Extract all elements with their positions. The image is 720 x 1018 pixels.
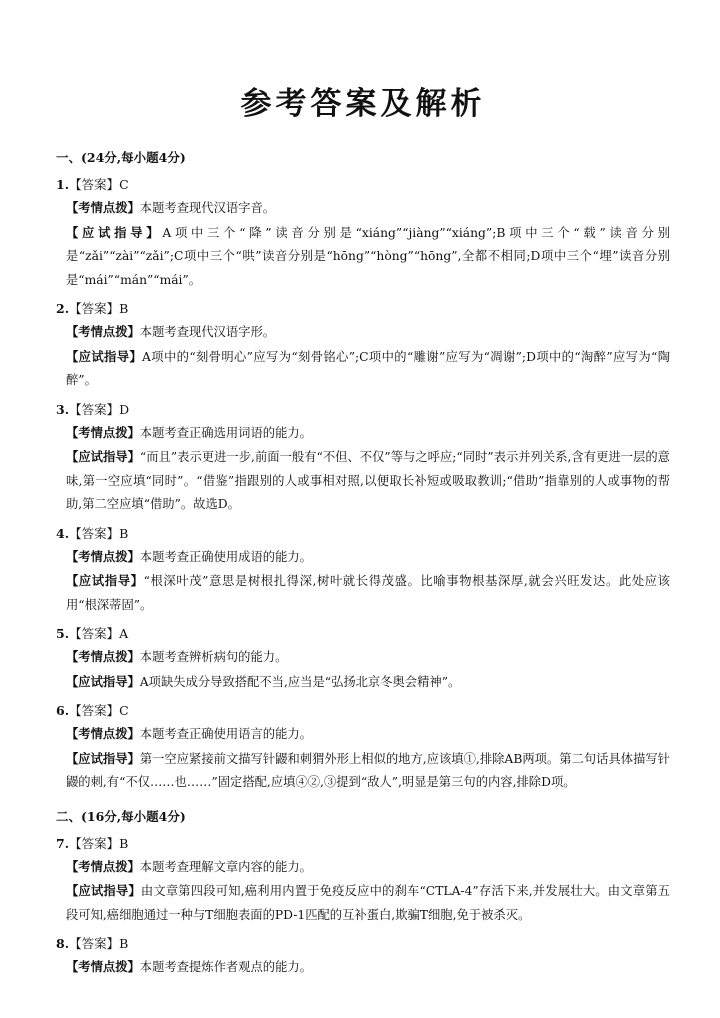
guide-tag: 【应试指导】 (66, 750, 140, 766)
question-5 (56, 624, 670, 694)
point-block (56, 320, 670, 345)
guide-tag: 【应试指导】 (66, 673, 140, 689)
answer-label: 【答案】B (69, 835, 129, 851)
guide-text: 由文章第四段可知,癌利用内置于免疫反应中的刹车“CTLA-4”存活下来,并发展壮大。由文章第五段可知,癌细胞通过一种与T细胞表面的PD-1匹配的互补蛋白,欺骗T细胞,免于被杀灭。 (66, 884, 670, 922)
question-3 (56, 400, 670, 517)
answer-label: 【答案】B (69, 936, 129, 951)
guide-text: A项缺失成分导致搭配不当,应当是“弘扬北京冬奥会精神”。 (139, 674, 461, 689)
question-number: 4. (56, 525, 70, 541)
guide-tag: 【应试指导】 (66, 449, 140, 464)
question-number: 2. (56, 301, 70, 316)
point-text: 本题考查正确使用成语的能力。 (139, 549, 312, 564)
question-number: 1. (56, 177, 70, 192)
question-8 (56, 934, 670, 980)
answer-label: 【答案】C (69, 177, 129, 192)
question-number: 6. (56, 703, 70, 718)
point-tag: 【考情点拨】 (66, 858, 140, 874)
point-block (56, 855, 670, 880)
question-number: 8. (56, 936, 70, 951)
point-text: 本题考查提炼作者观点的能力。 (139, 960, 312, 974)
point-text: 本题考查现代汉语字形。 (139, 325, 276, 339)
point-tag: 【考情点拨】 (66, 324, 140, 339)
point-block (56, 645, 670, 670)
question-1 (56, 175, 670, 292)
point-tag: 【考情点拨】 (66, 200, 140, 215)
guide-block (56, 221, 670, 293)
guide-block (56, 670, 670, 695)
guide-text: A项中三个“降”读音分别是“xiáng”“jiàng”“xiáng”;B项中三个“载”读音分别是“zǎi”“zài”“zǎi”;C项中三个“哄”读音分别是“hōng”“hòng”“hōng”,全都不相同;D项中三个“埋”读音分别是“mái”“mán”“mái”。 (66, 225, 670, 287)
point-tag: 【考情点拨】 (66, 649, 140, 664)
answer-label: 【答案】C (69, 703, 129, 718)
question-6 (56, 701, 670, 795)
guide-block (56, 879, 670, 927)
page-title: 参考答案及解析 (240, 86, 486, 122)
section-heading-2: 二、(16分,每小题4分) (56, 808, 186, 824)
guide-block (56, 445, 670, 517)
point-block (56, 545, 670, 570)
point-block (56, 955, 670, 980)
question-4 (56, 524, 670, 618)
section-heading-1: 一、(24分,每小题4分) (56, 150, 186, 165)
question-number: 5. (56, 626, 70, 641)
point-text: 本题考查辨析病句的能力。 (139, 650, 288, 664)
point-text: 本题考查正确选用词语的能力。 (139, 425, 312, 440)
answer-label: 【答案】A (69, 626, 129, 641)
question-number: 7. (56, 835, 70, 851)
point-block (56, 421, 670, 446)
point-block (56, 196, 670, 221)
guide-tag: 【应试指导】 (66, 348, 143, 364)
point-tag: 【考情点拨】 (66, 726, 140, 741)
guide-block (56, 345, 670, 393)
guide-text: 第一空应紧接前文描写针鼹和刺猬外形上相似的地方,应该填①,排除AB两项。第二句话具体描写针鼹的刺,有“不仅……也……”固定搭配,应填④②,③提到“敌人”,明显是第三句的内容,排除D项。 (66, 751, 670, 789)
point-text: 本题考查正确使用语言的能力。 (139, 727, 312, 741)
point-tag: 【考情点拨】 (66, 959, 140, 974)
guide-tag: 【应试指导】 (66, 573, 144, 588)
guide-tag: 【应试指导】 (66, 883, 141, 898)
answer-label: 【答案】B (69, 525, 129, 541)
guide-block (56, 569, 670, 617)
question-2 (56, 299, 670, 393)
point-tag: 【考情点拨】 (66, 424, 140, 440)
answer-label: 【答案】D (69, 401, 130, 417)
point-block (56, 722, 670, 747)
point-text: 本题考查现代汉语字音。 (139, 201, 276, 215)
question-number: 3. (56, 401, 70, 417)
answer-label: 【答案】B (69, 301, 129, 316)
guide-text: “而且”表示更进一步,前面一般有“不但、不仅”等与之呼应;“同时”表示并列关系,含有更进一层的意味,第一空应填“同时”。“借鉴”指跟别的人或事相对照,以便取长补短或吸取教训;“借助”指靠别的人或事物的帮助,第二空应填“借助”。故选D。 (66, 450, 670, 511)
point-text: 本题考查理解文章内容的能力。 (139, 859, 312, 874)
question-7 (56, 834, 670, 928)
point-tag: 【考情点拨】 (66, 548, 140, 564)
guide-text: A项中的“刻骨明心”应写为“刻骨铭心”;C项中的“雕谢”应写为“凋谢”;D项中的“淘醉”应写为“陶醉”。 (66, 349, 670, 387)
guide-tag: 【应试指导】 (66, 224, 163, 240)
guide-text: “根深叶茂”意思是树根扎得深,树叶就长得茂盛。比喻事物根基深厚,就会兴旺发达。此处应该用“根深蒂固”。 (66, 574, 670, 612)
guide-block (56, 747, 670, 795)
